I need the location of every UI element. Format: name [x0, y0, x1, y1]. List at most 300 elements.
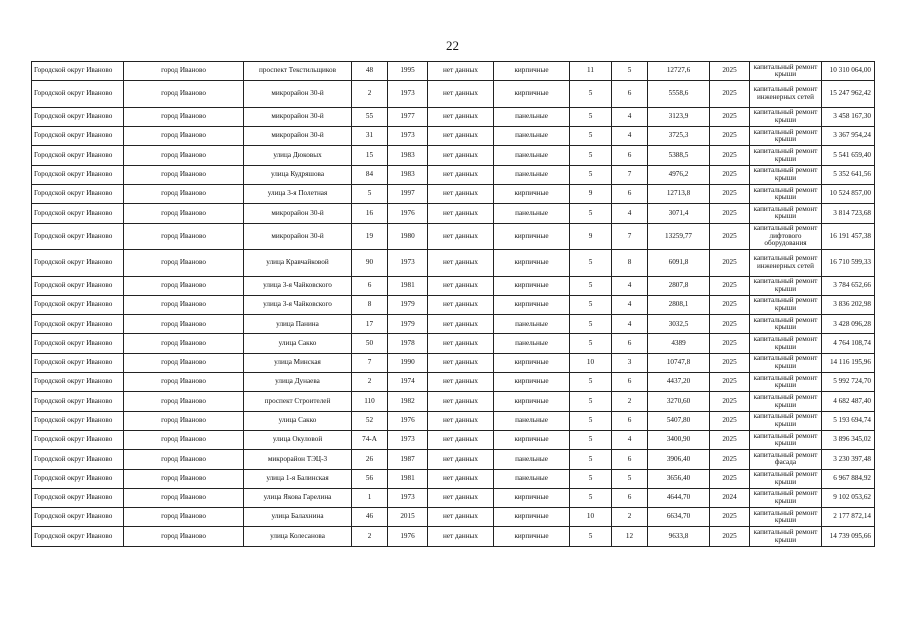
entrances-cell: 6: [612, 334, 648, 353]
repair-year-cell: 2025: [710, 250, 750, 277]
entrances-cell: 7: [612, 165, 648, 184]
repair-year-cell: 2025: [710, 165, 750, 184]
entrances-cell: 5: [612, 62, 648, 81]
settlement-cell: город Иваново: [124, 250, 244, 277]
entrances-cell: 4: [612, 204, 648, 223]
house-number-cell: 2: [352, 527, 388, 546]
house-number-cell: 17: [352, 315, 388, 334]
table-row: [32, 334, 875, 353]
floors-cell: 5: [570, 146, 612, 165]
floors-cell: 5: [570, 107, 612, 126]
floors-cell: 5: [570, 315, 612, 334]
settlement-cell: город Иваново: [124, 334, 244, 353]
municipality-cell: Городской округ Иваново: [32, 508, 124, 527]
street-cell: микрорайон ТЭЦ-3: [244, 450, 352, 469]
area-cell: 10747,8: [648, 353, 710, 372]
street-cell: улица Дюковых: [244, 146, 352, 165]
repair-year-cell: 2025: [710, 127, 750, 146]
floors-cell: 5: [570, 430, 612, 449]
year-reconstruction-cell: нет данных: [428, 430, 494, 449]
year-reconstruction-cell: нет данных: [428, 223, 494, 250]
area-cell: 4389: [648, 334, 710, 353]
year-reconstruction-cell: нет данных: [428, 334, 494, 353]
work-type-cell: капитальный ремонт крыши: [750, 353, 822, 372]
table-row: [32, 508, 875, 527]
settlement-cell: город Иваново: [124, 165, 244, 184]
house-number-cell: 48: [352, 62, 388, 81]
area-cell: 4644,70: [648, 488, 710, 507]
municipality-cell: Городской округ Иваново: [32, 204, 124, 223]
work-type-cell: капитальный ремонт крыши: [750, 146, 822, 165]
repair-year-cell: 2025: [710, 107, 750, 126]
work-type-cell: капитальный ремонт фасада: [750, 450, 822, 469]
table-row: [32, 430, 875, 449]
wall-material-cell: кирпичные: [494, 250, 570, 277]
area-cell: 5407,80: [648, 411, 710, 430]
floors-cell: 5: [570, 165, 612, 184]
repair-year-cell: 2025: [710, 527, 750, 546]
wall-material-cell: кирпичные: [494, 81, 570, 108]
year-reconstruction-cell: нет данных: [428, 295, 494, 314]
year-built-cell: 1973: [388, 81, 428, 108]
year-reconstruction-cell: нет данных: [428, 81, 494, 108]
cost-cell: 5 193 694,74: [822, 411, 875, 430]
floors-cell: 9: [570, 223, 612, 250]
municipality-cell: Городской округ Иваново: [32, 469, 124, 488]
entrances-cell: 4: [612, 127, 648, 146]
area-cell: 3725,3: [648, 127, 710, 146]
entrances-cell: 3: [612, 353, 648, 372]
work-type-cell: капитальный ремонт крыши: [750, 107, 822, 126]
municipality-cell: Городской округ Иваново: [32, 334, 124, 353]
work-type-cell: капитальный ремонт крыши: [750, 184, 822, 203]
year-built-cell: 1982: [388, 392, 428, 411]
repair-year-cell: 2025: [710, 184, 750, 203]
house-number-cell: 2: [352, 81, 388, 108]
area-cell: 3656,40: [648, 469, 710, 488]
settlement-cell: город Иваново: [124, 315, 244, 334]
street-cell: улица 1-я Балинская: [244, 469, 352, 488]
cost-cell: 9 102 053,62: [822, 488, 875, 507]
work-type-cell: капитальный ремонт крыши: [750, 334, 822, 353]
year-reconstruction-cell: нет данных: [428, 469, 494, 488]
street-cell: микрорайон 30-й: [244, 223, 352, 250]
wall-material-cell: панельные: [494, 165, 570, 184]
wall-material-cell: кирпичные: [494, 353, 570, 372]
floors-cell: 11: [570, 62, 612, 81]
year-reconstruction-cell: нет данных: [428, 488, 494, 507]
area-cell: 3400,90: [648, 430, 710, 449]
floors-cell: 5: [570, 276, 612, 295]
table-row: [32, 127, 875, 146]
house-number-cell: 19: [352, 223, 388, 250]
year-built-cell: 1990: [388, 353, 428, 372]
settlement-cell: город Иваново: [124, 353, 244, 372]
municipality-cell: Городской округ Иваново: [32, 450, 124, 469]
settlement-cell: город Иваново: [124, 81, 244, 108]
table-row: [32, 276, 875, 295]
street-cell: улица Колесанова: [244, 527, 352, 546]
municipality-cell: Городской округ Иваново: [32, 223, 124, 250]
work-type-cell: капитальный ремонт крыши: [750, 469, 822, 488]
year-built-cell: 1979: [388, 315, 428, 334]
work-type-cell: капитальный ремонт инженерных сетей: [750, 250, 822, 277]
floors-cell: 5: [570, 204, 612, 223]
cost-cell: 3 428 096,28: [822, 315, 875, 334]
settlement-cell: город Иваново: [124, 469, 244, 488]
street-cell: улица Окуловой: [244, 430, 352, 449]
wall-material-cell: панельные: [494, 204, 570, 223]
year-built-cell: 1973: [388, 250, 428, 277]
area-cell: 2807,8: [648, 276, 710, 295]
cost-cell: 2 177 872,14: [822, 508, 875, 527]
settlement-cell: город Иваново: [124, 276, 244, 295]
house-number-cell: 26: [352, 450, 388, 469]
floors-cell: 10: [570, 353, 612, 372]
street-cell: микрорайон 30-й: [244, 81, 352, 108]
cost-cell: 3 836 202,98: [822, 295, 875, 314]
settlement-cell: город Иваново: [124, 127, 244, 146]
year-built-cell: 1981: [388, 276, 428, 295]
table-row: [32, 353, 875, 372]
house-number-cell: 5: [352, 184, 388, 203]
cost-cell: 16 191 457,38: [822, 223, 875, 250]
table-row: [32, 527, 875, 546]
entrances-cell: 6: [612, 411, 648, 430]
cost-cell: 14 739 095,66: [822, 527, 875, 546]
cost-cell: 16 710 599,33: [822, 250, 875, 277]
entrances-cell: 6: [612, 184, 648, 203]
year-reconstruction-cell: нет данных: [428, 127, 494, 146]
work-type-cell: капитальный ремонт крыши: [750, 411, 822, 430]
repair-year-cell: 2025: [710, 81, 750, 108]
work-type-cell: капитальный ремонт крыши: [750, 276, 822, 295]
entrances-cell: 7: [612, 223, 648, 250]
floors-cell: 5: [570, 450, 612, 469]
repair-year-cell: 2025: [710, 295, 750, 314]
year-built-cell: 1973: [388, 430, 428, 449]
year-built-cell: 1997: [388, 184, 428, 203]
municipality-cell: Городской округ Иваново: [32, 184, 124, 203]
municipality-cell: Городской округ Иваново: [32, 295, 124, 314]
floors-cell: 9: [570, 184, 612, 203]
municipality-cell: Городской округ Иваново: [32, 353, 124, 372]
repair-year-cell: 2025: [710, 469, 750, 488]
settlement-cell: город Иваново: [124, 411, 244, 430]
entrances-cell: 4: [612, 295, 648, 314]
street-cell: улица 3-я Полетная: [244, 184, 352, 203]
street-cell: улица Панина: [244, 315, 352, 334]
street-cell: микрорайон 30-й: [244, 127, 352, 146]
municipality-cell: Городской округ Иваново: [32, 276, 124, 295]
street-cell: улица 3-я Чайковского: [244, 276, 352, 295]
entrances-cell: 12: [612, 527, 648, 546]
entrances-cell: 4: [612, 430, 648, 449]
table-row: [32, 223, 875, 250]
entrances-cell: 4: [612, 107, 648, 126]
settlement-cell: город Иваново: [124, 430, 244, 449]
year-built-cell: 1995: [388, 62, 428, 81]
municipality-cell: Городской округ Иваново: [32, 250, 124, 277]
wall-material-cell: кирпичные: [494, 276, 570, 295]
work-type-cell: капитальный ремонт крыши: [750, 392, 822, 411]
house-number-cell: 90: [352, 250, 388, 277]
municipality-cell: Городской округ Иваново: [32, 81, 124, 108]
repair-year-cell: 2025: [710, 204, 750, 223]
cost-cell: 5 992 724,70: [822, 373, 875, 392]
settlement-cell: город Иваново: [124, 373, 244, 392]
entrances-cell: 2: [612, 508, 648, 527]
year-built-cell: 1983: [388, 165, 428, 184]
cost-cell: 3 458 167,30: [822, 107, 875, 126]
table-row: [32, 107, 875, 126]
year-reconstruction-cell: нет данных: [428, 392, 494, 411]
work-type-cell: капитальный ремонт крыши: [750, 165, 822, 184]
wall-material-cell: панельные: [494, 127, 570, 146]
street-cell: улица Якова Гарелина: [244, 488, 352, 507]
year-built-cell: 1976: [388, 411, 428, 430]
table-row: [32, 250, 875, 277]
table-row: [32, 315, 875, 334]
table-row: [32, 392, 875, 411]
wall-material-cell: кирпичные: [494, 62, 570, 81]
house-number-cell: 1: [352, 488, 388, 507]
floors-cell: 5: [570, 81, 612, 108]
table-row: [32, 81, 875, 108]
municipality-cell: Городской округ Иваново: [32, 315, 124, 334]
municipality-cell: Городской округ Иваново: [32, 146, 124, 165]
settlement-cell: город Иваново: [124, 146, 244, 165]
year-built-cell: 1981: [388, 469, 428, 488]
wall-material-cell: панельные: [494, 411, 570, 430]
repair-year-cell: 2025: [710, 450, 750, 469]
repair-year-cell: 2025: [710, 392, 750, 411]
area-cell: 6634,70: [648, 508, 710, 527]
year-reconstruction-cell: нет данных: [428, 276, 494, 295]
repair-year-cell: 2025: [710, 62, 750, 81]
year-built-cell: 1983: [388, 146, 428, 165]
area-cell: 6091,8: [648, 250, 710, 277]
entrances-cell: 5: [612, 469, 648, 488]
municipality-cell: Городской округ Иваново: [32, 392, 124, 411]
street-cell: улица 3-я Чайковского: [244, 295, 352, 314]
work-type-cell: капитальный ремонт крыши: [750, 315, 822, 334]
municipality-cell: Городской округ Иваново: [32, 488, 124, 507]
year-built-cell: 1978: [388, 334, 428, 353]
year-reconstruction-cell: нет данных: [428, 373, 494, 392]
wall-material-cell: кирпичные: [494, 373, 570, 392]
floors-cell: 5: [570, 334, 612, 353]
year-built-cell: 1973: [388, 127, 428, 146]
work-type-cell: капитальный ремонт крыши: [750, 508, 822, 527]
settlement-cell: город Иваново: [124, 527, 244, 546]
area-cell: 13259,77: [648, 223, 710, 250]
municipality-cell: Городской округ Иваново: [32, 373, 124, 392]
street-cell: улица Сакко: [244, 334, 352, 353]
work-type-cell: капитальный ремонт крыши: [750, 204, 822, 223]
settlement-cell: город Иваново: [124, 223, 244, 250]
year-reconstruction-cell: нет данных: [428, 315, 494, 334]
year-reconstruction-cell: нет данных: [428, 146, 494, 165]
cost-cell: 14 116 195,96: [822, 353, 875, 372]
house-number-cell: 16: [352, 204, 388, 223]
work-type-cell: капитальный ремонт инженерных сетей: [750, 81, 822, 108]
year-reconstruction-cell: нет данных: [428, 508, 494, 527]
cost-cell: 6 967 884,92: [822, 469, 875, 488]
year-built-cell: 1987: [388, 450, 428, 469]
year-reconstruction-cell: нет данных: [428, 62, 494, 81]
street-cell: улица Балахнина: [244, 508, 352, 527]
cost-cell: 3 896 345,02: [822, 430, 875, 449]
year-built-cell: 1976: [388, 204, 428, 223]
wall-material-cell: кирпичные: [494, 430, 570, 449]
entrances-cell: 2: [612, 392, 648, 411]
house-number-cell: 84: [352, 165, 388, 184]
area-cell: 12727,6: [648, 62, 710, 81]
cost-cell: 15 247 962,42: [822, 81, 875, 108]
floors-cell: 5: [570, 373, 612, 392]
house-number-cell: 74-А: [352, 430, 388, 449]
municipality-cell: Городской округ Иваново: [32, 527, 124, 546]
settlement-cell: город Иваново: [124, 204, 244, 223]
area-cell: 3906,40: [648, 450, 710, 469]
wall-material-cell: кирпичные: [494, 508, 570, 527]
area-cell: 5388,5: [648, 146, 710, 165]
house-number-cell: 55: [352, 107, 388, 126]
year-built-cell: 1974: [388, 373, 428, 392]
wall-material-cell: кирпичные: [494, 392, 570, 411]
wall-material-cell: панельные: [494, 450, 570, 469]
area-cell: 4437,20: [648, 373, 710, 392]
floors-cell: 10: [570, 508, 612, 527]
house-number-cell: 2: [352, 373, 388, 392]
work-type-cell: капитальный ремонт крыши: [750, 430, 822, 449]
settlement-cell: город Иваново: [124, 62, 244, 81]
repair-year-cell: 2025: [710, 430, 750, 449]
street-cell: проспект Строителей: [244, 392, 352, 411]
work-type-cell: капитальный ремонт крыши: [750, 127, 822, 146]
year-reconstruction-cell: нет данных: [428, 411, 494, 430]
work-type-cell: капитальный ремонт крыши: [750, 527, 822, 546]
entrances-cell: 6: [612, 81, 648, 108]
repair-year-cell: 2025: [710, 276, 750, 295]
area-cell: 3032,5: [648, 315, 710, 334]
entrances-cell: 6: [612, 146, 648, 165]
cost-cell: 3 230 397,48: [822, 450, 875, 469]
floors-cell: 5: [570, 488, 612, 507]
cost-cell: 5 352 641,56: [822, 165, 875, 184]
year-reconstruction-cell: нет данных: [428, 184, 494, 203]
table-row: [32, 469, 875, 488]
year-built-cell: 1977: [388, 107, 428, 126]
housing-repair-table: [31, 61, 875, 547]
table-row: [32, 146, 875, 165]
street-cell: улица Минская: [244, 353, 352, 372]
floors-cell: 5: [570, 469, 612, 488]
cost-cell: 10 524 857,00: [822, 184, 875, 203]
cost-cell: 4 682 487,40: [822, 392, 875, 411]
work-type-cell: капитальный ремонт крыши: [750, 295, 822, 314]
repair-year-cell: 2025: [710, 334, 750, 353]
area-cell: 3071,4: [648, 204, 710, 223]
wall-material-cell: кирпичные: [494, 488, 570, 507]
year-reconstruction-cell: нет данных: [428, 250, 494, 277]
settlement-cell: город Иваново: [124, 488, 244, 507]
work-type-cell: капитальный ремонт крыши: [750, 373, 822, 392]
house-number-cell: 50: [352, 334, 388, 353]
repair-year-cell: 2025: [710, 353, 750, 372]
wall-material-cell: кирпичные: [494, 184, 570, 203]
street-cell: проспект Текстильщиков: [244, 62, 352, 81]
area-cell: 12713,8: [648, 184, 710, 203]
repair-year-cell: 2024: [710, 488, 750, 507]
house-number-cell: 15: [352, 146, 388, 165]
street-cell: микрорайон 30-й: [244, 107, 352, 126]
area-cell: 5558,6: [648, 81, 710, 108]
year-reconstruction-cell: нет данных: [428, 450, 494, 469]
year-reconstruction-cell: нет данных: [428, 204, 494, 223]
floors-cell: 5: [570, 127, 612, 146]
entrances-cell: 6: [612, 450, 648, 469]
floors-cell: 5: [570, 295, 612, 314]
municipality-cell: Городской округ Иваново: [32, 430, 124, 449]
entrances-cell: 6: [612, 373, 648, 392]
street-cell: улица Кудряшова: [244, 165, 352, 184]
settlement-cell: город Иваново: [124, 107, 244, 126]
area-cell: 9633,8: [648, 527, 710, 546]
work-type-cell: капитальный ремонт лифтового оборудования: [750, 223, 822, 250]
house-number-cell: 7: [352, 353, 388, 372]
repair-year-cell: 2025: [710, 411, 750, 430]
repair-year-cell: 2025: [710, 508, 750, 527]
table-row: [32, 165, 875, 184]
table-row: [32, 295, 875, 314]
house-number-cell: 6: [352, 276, 388, 295]
year-reconstruction-cell: нет данных: [428, 165, 494, 184]
repair-year-cell: 2025: [710, 373, 750, 392]
table-row: [32, 488, 875, 507]
table-row: [32, 373, 875, 392]
house-number-cell: 46: [352, 508, 388, 527]
street-cell: микрорайон 30-й: [244, 204, 352, 223]
street-cell: улица Кравчайковой: [244, 250, 352, 277]
municipality-cell: Городской округ Иваново: [32, 62, 124, 81]
street-cell: улица Дунаева: [244, 373, 352, 392]
table-row: [32, 450, 875, 469]
year-built-cell: 1980: [388, 223, 428, 250]
wall-material-cell: панельные: [494, 334, 570, 353]
house-number-cell: 8: [352, 295, 388, 314]
wall-material-cell: панельные: [494, 146, 570, 165]
year-reconstruction-cell: нет данных: [428, 527, 494, 546]
settlement-cell: город Иваново: [124, 508, 244, 527]
municipality-cell: Городской округ Иваново: [32, 165, 124, 184]
cost-cell: 10 310 064,00: [822, 62, 875, 81]
work-type-cell: капитальный ремонт крыши: [750, 488, 822, 507]
table-row: [32, 62, 875, 81]
table-row: [32, 204, 875, 223]
wall-material-cell: кирпичные: [494, 295, 570, 314]
area-cell: 3270,60: [648, 392, 710, 411]
entrances-cell: 6: [612, 488, 648, 507]
settlement-cell: город Иваново: [124, 295, 244, 314]
municipality-cell: Городской округ Иваново: [32, 411, 124, 430]
cost-cell: 3 784 652,66: [822, 276, 875, 295]
repair-year-cell: 2025: [710, 146, 750, 165]
floors-cell: 5: [570, 411, 612, 430]
cost-cell: 5 541 659,40: [822, 146, 875, 165]
wall-material-cell: кирпичные: [494, 223, 570, 250]
